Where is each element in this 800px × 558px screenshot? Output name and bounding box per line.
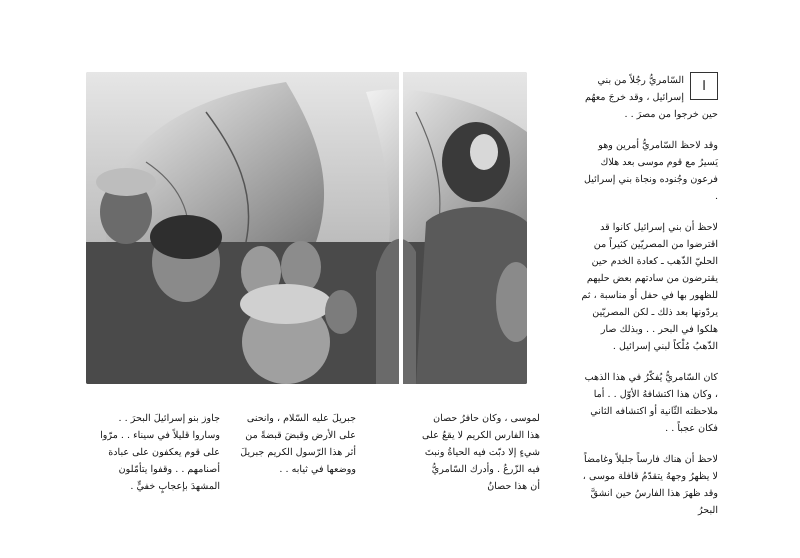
paragraph-1 <box>580 72 718 123</box>
ornament-letter-icon: ا <box>690 72 718 100</box>
paragraph-4: كان السّامريُّ يُفكّرُ في هذا الذهب ، وكان هذا اكتشافهُ الأوّل . . أما ملاحظته الثّانية أو اكتشافه الثاني فكان عجباً . . <box>584 372 718 434</box>
paragraph-5: لاحظ أن هناك فارساً جليلاً وغامضاً لا يظهرُ وجههُ يتقدّمُ قافلة موسى ، وقد ظهرَ هذا الفارسُ حين انشقَّ البحرُ <box>582 454 718 516</box>
bottom-column-2 <box>238 410 356 492</box>
bottom-column-2-text: جبريلَ عليه السّلام ، وانحنى على الأرض وقبضَ قبضةً من أثر هذا الرّسول الكريم جبريلَ ووضعها في ثيابه . . <box>240 413 356 475</box>
parting-sea-crowd-illustration <box>86 72 527 384</box>
paragraph-3: لاحظ أن بني إسرائيل كانوا قد اقترضوا من المصريّين كثيراً من الحليّ الذّهب ـ كعادة الخدم حين يقترضون من سادتهم بعض حليهم للظهور بها في حفل أو مناسبة ، ثم يردّونها بعد ذلك ـ لكن المصريّين هلكوا في البحر . . وبذلك صار الذّهبُ مُلْكاً لبني إسرائيل . <box>581 222 718 352</box>
illustration-drawing <box>86 72 527 384</box>
right-text-column <box>580 72 718 533</box>
bottom-column-1-text: لموسى ، وكان حافرُ حصان هذا الفارس الكريم لا يقعُ على شيءٍ إلا دبّت فيه الحياةُ ونبتَ فيه الزّرعُ . وأدرك السّامريُّ أن هذا حصانُ <box>422 413 540 492</box>
bottom-column-1 <box>420 410 540 509</box>
paragraph-2: وقد لاحظ السّامريُّ أمرين وهو يَسيرُ مع قوم موسى بعد هلاك فرعون وجُنوده ونجاة بني إسرائيل . <box>583 140 718 202</box>
bottom-column-3 <box>98 410 220 509</box>
bottom-column-3-text: جاوز بنو إسرائيلَ البحرَ . . وساروا قليلاً في سيناء . . مرّوا على قوم يعكفون على عبادة أصنامهم . . وقفوا يتأمّلون المشهدَ بإعجابٍ خفيٍّ . <box>100 413 220 492</box>
spread-gutter <box>399 72 403 384</box>
paragraph-1-text: السّامريُّ رجُلاً من بني إسرائيل ، وقد خرجَ معهُم حين خرجوا من مصرَ . . <box>584 75 718 120</box>
